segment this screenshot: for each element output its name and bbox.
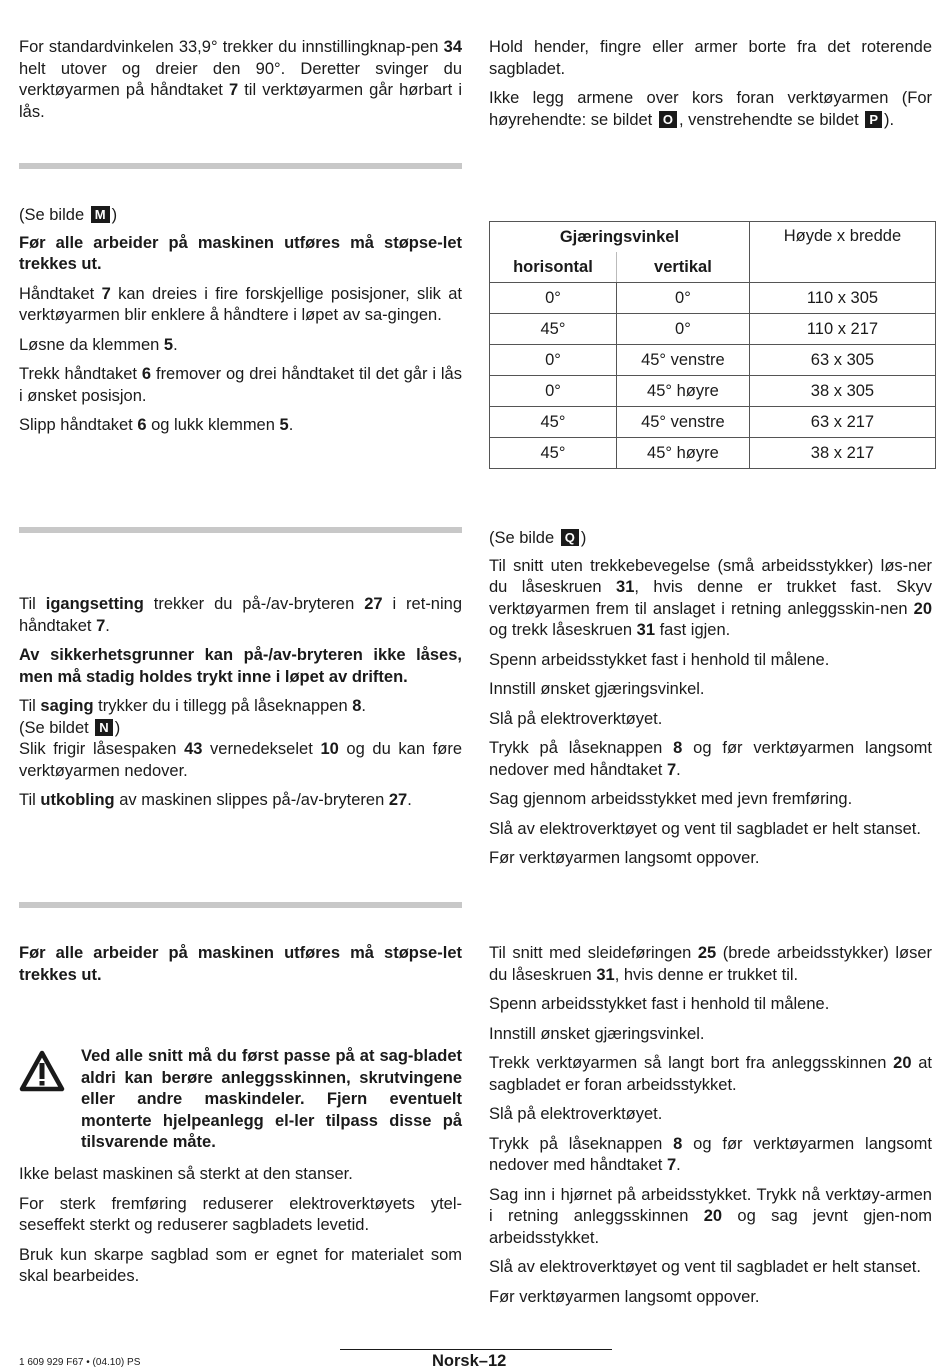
switch-off-text: Slå av elektroverktøyet og vent til sagbladet er helt stanset. <box>489 819 921 838</box>
clamp-workpiece-text: Spenn arbeidsstykket fast i henhold til målene. <box>489 650 830 669</box>
cross-arms-text: Ikke legg armene over kors foran verktøyarmen (For høyrehendte: se bildet O , venstrehendte se bildet P ). <box>489 89 932 129</box>
release-handle-text: Slipp håndtaket 6 og lukk klemmen 5. <box>19 416 294 434</box>
unplug-warning-2: Før alle arbeider på maskinen utføres må støpse-let trekkes ut. <box>19 944 462 984</box>
slide-cut-intro: Til snitt med sleideføringen 25 (brede arbeidsstykker) løser du låseskruen 31, hvis denne er trukket til. <box>489 944 932 984</box>
table-row: 45° 0° 110 x 217 <box>490 314 936 345</box>
sawing-text: Til saging trykker du i tillegg på låseknappen 8. (Se bildet N ) Slik frigir låsespaken 43 vernedekselet 10 og du kan føre verktøyarmen nedover. <box>19 697 462 780</box>
safety-switch-warning: Av sikkerhetsgrunner kan på-/av-bryteren ikke låses, men må stadig holdes trykt inne i løpet av driften. <box>19 646 462 686</box>
standard-angle-text: For standardvinkelen 33,9° trekker du innstillingknap-pen 34 helt utover og dreier den 90°. Deretter svinger du verktøyarmen på håndtaket 7 til verktøyarmen går hørbart i lås. <box>19 38 463 121</box>
figure-ref-q: (Se bilde Q ) <box>489 529 587 547</box>
figure-badge-q: Q <box>561 529 579 546</box>
standard-angle-section <box>19 37 462 131</box>
raise-arm-text: Før verktøyarmen langsomt oppover. <box>489 1287 760 1306</box>
document-code: 1 609 929 F67 • (04.10) PS <box>19 1357 141 1368</box>
figure-badge-o: O <box>659 111 677 128</box>
table-row: 0° 0° 110 x 305 <box>490 283 936 314</box>
set-angle-text: Innstill ønsket gjæringsvinkel. <box>489 680 705 698</box>
startup-text: Til igangsetting trekker du på-/av-bryteren 27 i ret-ning håndtaket 7. <box>19 595 463 635</box>
figure-badge-p: P <box>865 111 882 128</box>
table-row: 45° 45° venstre 63 x 217 <box>490 407 936 438</box>
press-lock-text: Trykk på låseknappen 8 og før verktøyarmen langsomt nedover med håndtaket 7. <box>489 739 932 779</box>
chop-cut-intro: Til snitt uten trekkebevegelse (små arbeidsstykker) løs-ner du låseskruen 31, hvis denne er trukket fast. Skyv verktøyarmen frem til anslaget i retning anleggsskin-nen 20 og trekk låseskruen 31 fast igjen. <box>489 556 932 639</box>
overload-text: Ikke belast maskinen så sterkt at den stanser. <box>19 1165 353 1183</box>
switch-on-text: Slå på elektroverktøyet. <box>489 709 663 728</box>
loosen-clamp-text: Løsne da klemmen 5. <box>19 335 178 354</box>
table-header-vertical: vertikal <box>616 252 749 283</box>
raise-arm-text: Før verktøyarmen langsomt oppover. <box>489 849 760 867</box>
handle-positions-text: Håndtaket 7 kan dreies i fire forskjellige posisjoner, slik at verktøyarmen blir enklere å håndtere i løpet av sa-gingen. <box>19 284 462 324</box>
section-divider <box>19 527 462 533</box>
feed-force-text: For sterk fremføring reduserer elektroverktøyets ytel-seseffekt sterkt og reduserer sagbladets levetid. <box>19 1194 462 1234</box>
switch-on-text: Slå på elektroverktøyet. <box>489 1105 663 1123</box>
handle-rotation-section <box>19 205 462 445</box>
section-divider <box>19 163 462 169</box>
switch-off-text: Slå av elektroverktøyet og vent til sagbladet er helt stanset. <box>489 1258 921 1276</box>
sharp-blade-text: Bruk kun skarpe sagblad som er egnet for materialet som skal bearbeides. <box>19 1245 462 1285</box>
slide-cut-section <box>489 943 932 1316</box>
keep-hands-away-text: Hold hender, fingre eller armer borte fra det roterende sagbladet. <box>489 38 932 78</box>
page-number: Norsk–12 <box>432 1352 507 1370</box>
chop-cut-section <box>489 528 932 878</box>
footer-rule <box>340 1349 612 1350</box>
general-sawing-section <box>19 943 462 994</box>
press-lock-text: Trykk på låseknappen 8 og før verktøyarmen langsomt nedover med håndtaket 7. <box>489 1134 932 1174</box>
warning-text: Ved alle snitt må du først passe på at sag-bladet aldri kan berøre anleggsskinnen, skrutvingene eller andre maskindeler. Fjern eventuelt monterte hjelpeanlegg el-ler tilpass disse på tilsvarende måte. <box>81 1047 462 1151</box>
switch-section <box>19 594 462 820</box>
warning-block <box>19 1046 462 1154</box>
unplug-warning: Før alle arbeider på maskinen utføres må støpse-let trekkes ut. <box>19 233 462 273</box>
table-row: 0° 45° venstre 63 x 305 <box>490 345 936 376</box>
saw-through-text: Sag gjennom arbeidsstykket med jevn fremføring. <box>489 790 853 808</box>
table-header-size: Høyde x bredde <box>749 222 935 283</box>
pull-handle-text: Trekk håndtaket 6 fremover og drei håndtaket til det går i lås i ønsket posisjon. <box>19 365 462 405</box>
figure-ref-m: (Se bilde M ) <box>19 206 118 224</box>
table-row: 0° 45° høyre 38 x 305 <box>490 376 936 407</box>
table-header-horizontal: horisontal <box>490 252 617 283</box>
table-header-miter: Gjæringsvinkel <box>490 222 750 253</box>
section-divider <box>19 902 462 908</box>
figure-badge-n: N <box>95 719 112 736</box>
shutdown-text: Til utkobling av maskinen slippes på-/av-bryteren 27. <box>19 791 412 809</box>
pull-arm-text: Trekk verktøyarmen så langt bort fra anleggsskinnen 20 at sagbladet er foran arbeidsstykket. <box>489 1054 932 1094</box>
warning-triangle-icon <box>19 1050 65 1092</box>
clamp-workpiece-text: Spenn arbeidsstykket fast i henhold til målene. <box>489 995 830 1013</box>
figure-badge-m: M <box>91 206 110 223</box>
set-angle-text: Innstill ønsket gjæringsvinkel. <box>489 1024 705 1043</box>
cut-capacity-table <box>489 221 936 469</box>
hands-safety-section <box>489 37 932 139</box>
left-column-bottom <box>19 1164 462 1296</box>
saw-corner-text: Sag inn i hjørnet på arbeidsstykket. Trykk nå verktøy-armen i retning anleggsskinnen 20 og sag jevnt gjen-nom arbeidsstykket. <box>489 1185 932 1247</box>
table-row: 45° 45° høyre 38 x 217 <box>490 438 936 469</box>
